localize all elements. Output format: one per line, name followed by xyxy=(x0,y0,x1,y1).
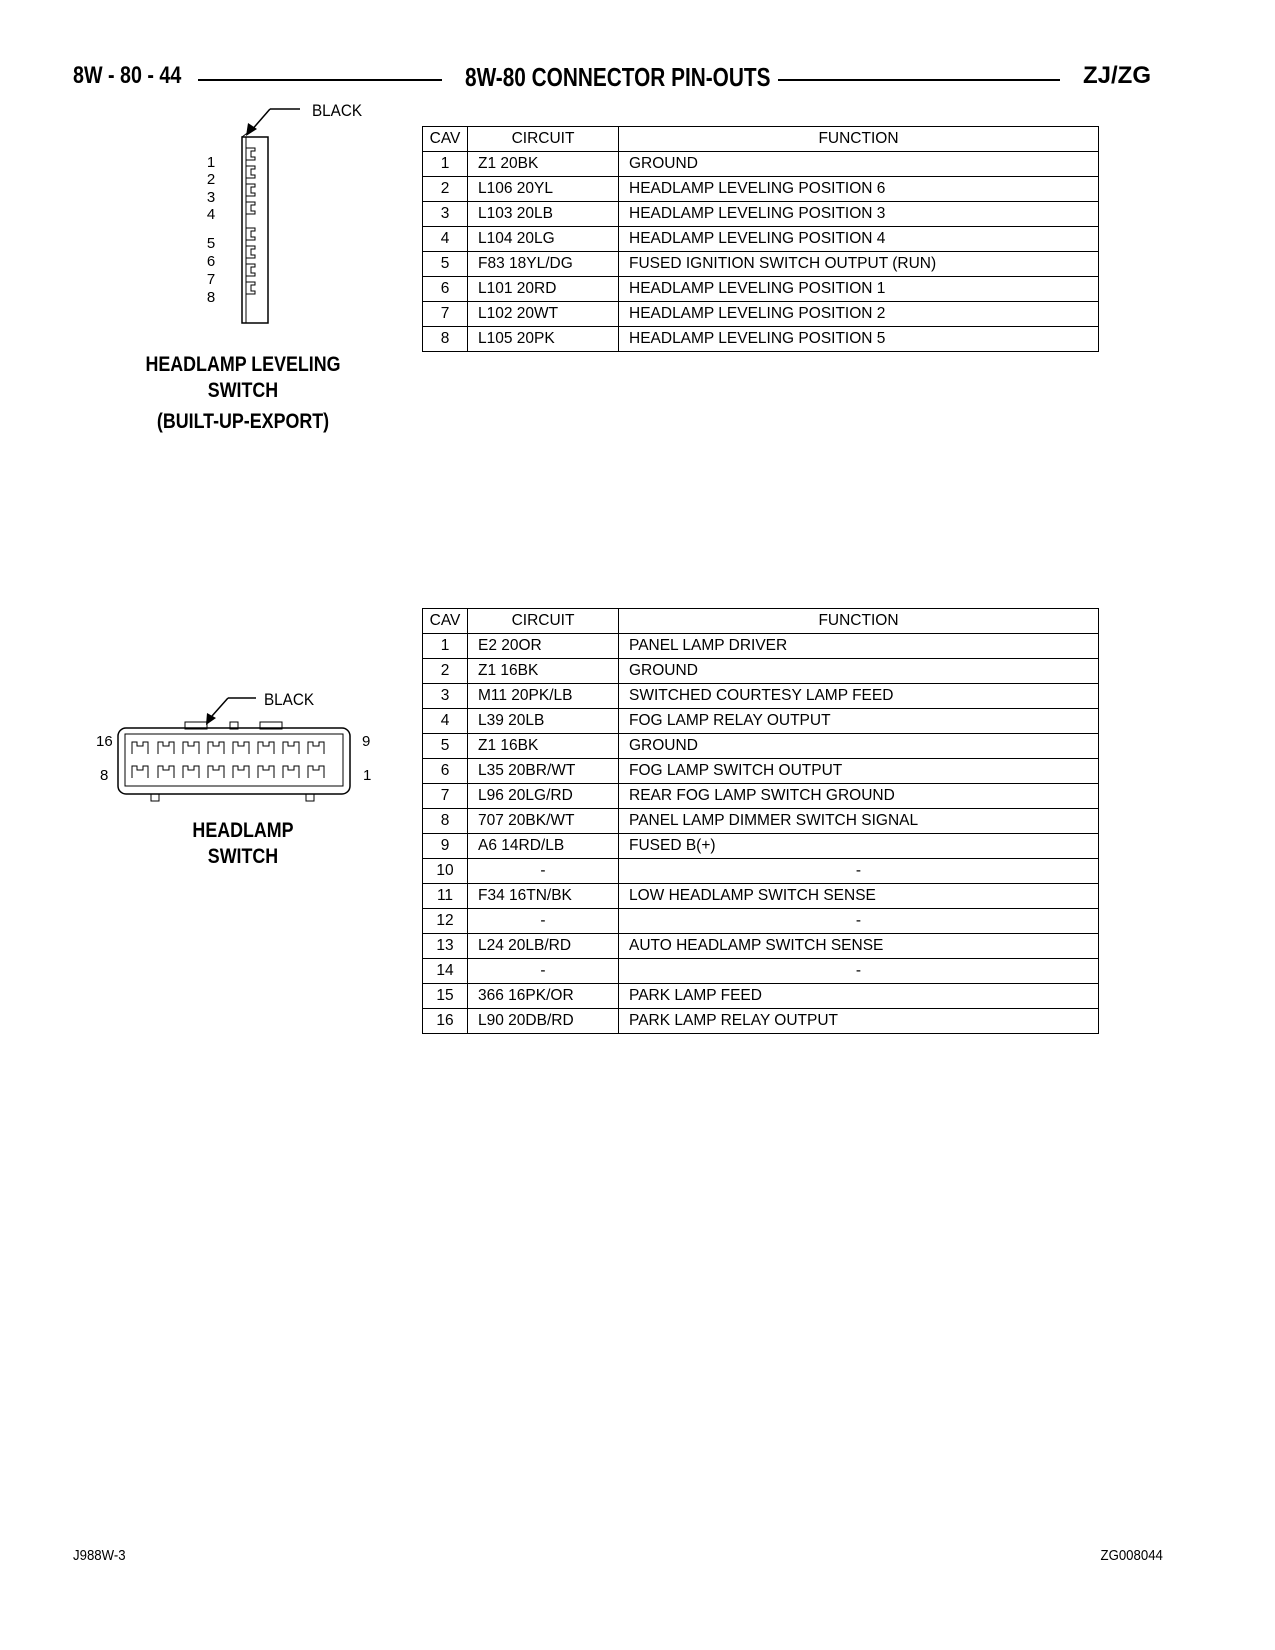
model-code: ZJ/ZG xyxy=(1083,62,1152,89)
connector1-pinout-table xyxy=(422,126,1099,352)
connector2-pin-label-16: 16 xyxy=(96,733,113,750)
connector1-caption-line: SWITCH xyxy=(207,379,279,402)
function-cell: FUSED IGNITION SWITCH OUTPUT (RUN) xyxy=(619,252,1099,277)
cav-cell: 11 xyxy=(423,884,468,909)
table-row xyxy=(423,659,1099,684)
table-header-row xyxy=(423,609,1099,634)
function-cell: GROUND xyxy=(619,659,1099,684)
header-rule-right xyxy=(778,79,1060,81)
connector1-pin-label: 8 xyxy=(206,289,216,306)
cav-cell: 3 xyxy=(423,684,468,709)
table-row xyxy=(423,634,1099,659)
connector2-pin-cavities xyxy=(132,742,324,778)
connector1-pin-label: 1 xyxy=(206,154,216,171)
cav-cell: 8 xyxy=(423,327,468,352)
circuit-cell: L24 20LB/RD xyxy=(468,934,619,959)
table-row xyxy=(423,252,1099,277)
table-row xyxy=(423,734,1099,759)
footer-left-code: J988W-3 xyxy=(73,1547,126,1564)
connector1-pin-label: 6 xyxy=(206,253,216,270)
table-row xyxy=(423,859,1099,884)
function-cell: HEADLAMP LEVELING POSITION 4 xyxy=(619,227,1099,252)
circuit-cell: L96 20LG/RD xyxy=(468,784,619,809)
table-row xyxy=(423,984,1099,1009)
cav-cell: 3 xyxy=(423,202,468,227)
cav-cell: 10 xyxy=(423,859,468,884)
cav-cell: 15 xyxy=(423,984,468,1009)
connector2-caption-line: SWITCH xyxy=(207,845,279,868)
cav-cell: 5 xyxy=(423,734,468,759)
table-row xyxy=(423,784,1099,809)
function-cell: FOG LAMP SWITCH OUTPUT xyxy=(619,759,1099,784)
cav-cell: 5 xyxy=(423,252,468,277)
function-cell: - xyxy=(619,859,1099,884)
circuit-cell: L35 20BR/WT xyxy=(468,759,619,784)
cav-cell: 9 xyxy=(423,834,468,859)
function-cell: FOG LAMP RELAY OUTPUT xyxy=(619,709,1099,734)
table-header-row xyxy=(423,127,1099,152)
cav-cell: 8 xyxy=(423,809,468,834)
circuit-cell: F83 18YL/DG xyxy=(468,252,619,277)
table-row xyxy=(423,302,1099,327)
connector1-color-label: BLACK xyxy=(312,101,363,121)
connector2-pinout-table xyxy=(422,608,1099,1034)
connector1-pin-label: 7 xyxy=(206,271,216,288)
table-row xyxy=(423,277,1099,302)
connector1-pin-label: 2 xyxy=(206,171,216,188)
circuit-cell: - xyxy=(468,859,619,884)
cav-cell: 1 xyxy=(423,634,468,659)
cav-cell: 13 xyxy=(423,934,468,959)
page-reference: 8W - 80 - 44 xyxy=(73,62,182,89)
circuit-cell: 366 16PK/OR xyxy=(468,984,619,1009)
table-row xyxy=(423,327,1099,352)
circuit-cell: 707 20BK/WT xyxy=(468,809,619,834)
connector2-caption xyxy=(179,818,307,870)
function-cell: PANEL LAMP DIMMER SWITCH SIGNAL xyxy=(619,809,1099,834)
circuit-cell: L105 20PK xyxy=(468,327,619,352)
connector1-pin-cavities xyxy=(246,148,255,294)
cav-cell: 14 xyxy=(423,959,468,984)
circuit-cell: L104 20LG xyxy=(468,227,619,252)
column-header-cav: CAV xyxy=(423,609,468,634)
circuit-cell: L101 20RD xyxy=(468,277,619,302)
circuit-cell: L102 20WT xyxy=(468,302,619,327)
function-cell: HEADLAMP LEVELING POSITION 5 xyxy=(619,327,1099,352)
page-header xyxy=(0,62,1275,102)
connector1-caption-line: (BUILT-UP-EXPORT) xyxy=(156,410,330,433)
cav-cell: 12 xyxy=(423,909,468,934)
connector1-pin-label: 3 xyxy=(206,189,216,206)
function-cell: GROUND xyxy=(619,152,1099,177)
table-row xyxy=(423,709,1099,734)
circuit-cell: F34 16TN/BK xyxy=(468,884,619,909)
function-cell: PARK LAMP RELAY OUTPUT xyxy=(619,1009,1099,1034)
table-row xyxy=(423,934,1099,959)
column-header-function: FUNCTION xyxy=(619,609,1099,634)
column-header-cav: CAV xyxy=(423,127,468,152)
circuit-cell: Z1 16BK xyxy=(468,659,619,684)
connector1-caption xyxy=(137,352,350,435)
function-cell: PANEL LAMP DRIVER xyxy=(619,634,1099,659)
table-row xyxy=(423,909,1099,934)
connector2-caption-line: HEADLAMP xyxy=(192,819,294,842)
column-header-circuit: CIRCUIT xyxy=(468,127,619,152)
table-row xyxy=(423,809,1099,834)
circuit-cell: - xyxy=(468,909,619,934)
cav-cell: 2 xyxy=(423,659,468,684)
circuit-cell: Z1 16BK xyxy=(468,734,619,759)
footer-right-code: ZG008044 xyxy=(1100,1547,1163,1564)
circuit-cell: L103 20LB xyxy=(468,202,619,227)
function-cell: REAR FOG LAMP SWITCH GROUND xyxy=(619,784,1099,809)
cav-cell: 16 xyxy=(423,1009,468,1034)
function-cell: GROUND xyxy=(619,734,1099,759)
cav-cell: 2 xyxy=(423,177,468,202)
connector2-pin-label-8: 8 xyxy=(100,767,109,784)
function-cell: SWITCHED COURTESY LAMP FEED xyxy=(619,684,1099,709)
connector2-color-label: BLACK xyxy=(264,690,315,710)
circuit-cell: A6 14RD/LB xyxy=(468,834,619,859)
table-row xyxy=(423,227,1099,252)
cav-cell: 4 xyxy=(423,227,468,252)
function-cell: - xyxy=(619,909,1099,934)
function-cell: HEADLAMP LEVELING POSITION 2 xyxy=(619,302,1099,327)
circuit-cell: - xyxy=(468,959,619,984)
connector1-pin-label: 4 xyxy=(206,206,216,223)
circuit-cell: Z1 20BK xyxy=(468,152,619,177)
circuit-cell: L39 20LB xyxy=(468,709,619,734)
function-cell: PARK LAMP FEED xyxy=(619,984,1099,1009)
connector2-pin-label-9: 9 xyxy=(362,733,371,750)
table-row xyxy=(423,759,1099,784)
circuit-cell: M11 20PK/LB xyxy=(468,684,619,709)
cav-cell: 7 xyxy=(423,302,468,327)
circuit-cell: E2 20OR xyxy=(468,634,619,659)
table-row xyxy=(423,202,1099,227)
function-cell: AUTO HEADLAMP SWITCH SENSE xyxy=(619,934,1099,959)
cav-cell: 1 xyxy=(423,152,468,177)
table-row xyxy=(423,1009,1099,1034)
function-cell: FUSED B(+) xyxy=(619,834,1099,859)
connector1-caption-line: HEADLAMP LEVELING xyxy=(145,353,341,376)
function-cell: HEADLAMP LEVELING POSITION 6 xyxy=(619,177,1099,202)
header-rule-left xyxy=(198,79,442,81)
headlamp-leveling-connector-drawing xyxy=(190,100,370,340)
cav-cell: 6 xyxy=(423,759,468,784)
connector2-pin-label-1: 1 xyxy=(363,767,372,784)
page-title: 8W-80 CONNECTOR PIN-OUTS xyxy=(465,62,771,92)
column-header-circuit: CIRCUIT xyxy=(468,609,619,634)
table-row xyxy=(423,884,1099,909)
circuit-cell: L106 20YL xyxy=(468,177,619,202)
table-row xyxy=(423,959,1099,984)
function-cell: LOW HEADLAMP SWITCH SENSE xyxy=(619,884,1099,909)
table-row xyxy=(423,177,1099,202)
table-row xyxy=(423,684,1099,709)
function-cell: - xyxy=(619,959,1099,984)
function-cell: HEADLAMP LEVELING POSITION 1 xyxy=(619,277,1099,302)
circuit-cell: L90 20DB/RD xyxy=(468,1009,619,1034)
cav-cell: 7 xyxy=(423,784,468,809)
function-cell: HEADLAMP LEVELING POSITION 3 xyxy=(619,202,1099,227)
cav-cell: 6 xyxy=(423,277,468,302)
column-header-function: FUNCTION xyxy=(619,127,1099,152)
connector1-pin-label: 5 xyxy=(206,235,216,252)
table-row xyxy=(423,152,1099,177)
table-row xyxy=(423,834,1099,859)
cav-cell: 4 xyxy=(423,709,468,734)
headlamp-switch-connector-drawing xyxy=(88,680,388,810)
